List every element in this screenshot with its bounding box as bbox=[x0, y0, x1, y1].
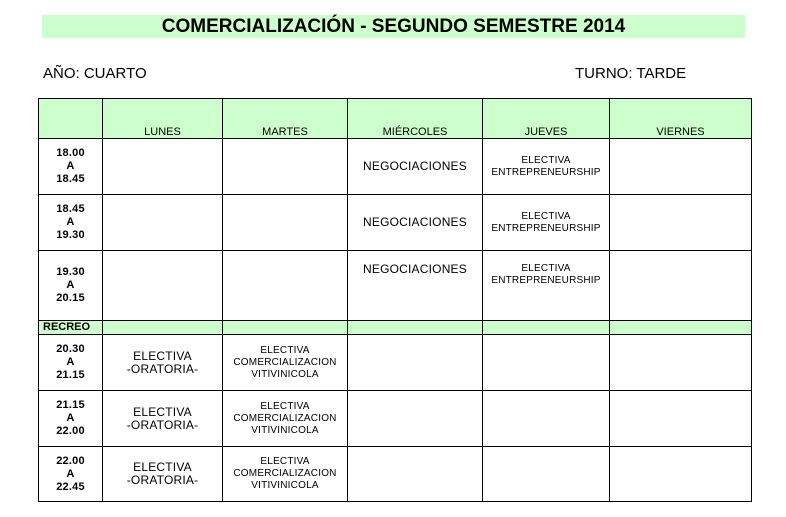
class-cell-friday bbox=[610, 195, 752, 251]
time-slot bbox=[39, 251, 103, 321]
class-cell-monday bbox=[103, 195, 223, 251]
recess-cell bbox=[483, 321, 610, 335]
blocks-after-recess bbox=[39, 335, 752, 502]
class-name: ELECTIVA COMERCIALIZACION VITIVINICOLA bbox=[233, 400, 337, 436]
time-block-row bbox=[39, 251, 752, 321]
time-block-row bbox=[39, 195, 752, 251]
class-cell-tuesday bbox=[223, 391, 348, 447]
schedule-table bbox=[38, 98, 752, 502]
class-cell-wednesday bbox=[348, 139, 483, 195]
year-label: AÑO: CUARTO bbox=[43, 65, 147, 82]
class-cell-wednesday bbox=[348, 391, 483, 447]
class-cell-tuesday bbox=[223, 447, 348, 502]
class-cell-wednesday bbox=[348, 195, 483, 251]
class-name: ELECTIVA -ORATORIA- bbox=[126, 348, 199, 376]
class-cell-wednesday bbox=[348, 335, 483, 391]
day-header-wednesday: MIÉRCOLES bbox=[348, 99, 483, 139]
class-cell-friday bbox=[610, 251, 752, 321]
day-header-thursday: JUEVES bbox=[483, 99, 610, 139]
recess-cell bbox=[610, 321, 752, 335]
day-header-friday: VIERNES bbox=[610, 99, 752, 139]
time-slot-label: 18.00 A 18.45 bbox=[56, 147, 85, 185]
class-cell-thursday bbox=[483, 335, 610, 391]
recess-cell bbox=[103, 321, 223, 335]
time-slot bbox=[39, 195, 103, 251]
class-name: ELECTIVA -ORATORIA- bbox=[126, 404, 199, 432]
time-block-row bbox=[39, 391, 752, 447]
class-cell-tuesday bbox=[223, 139, 348, 195]
shift-label: TURNO: TARDE bbox=[575, 65, 687, 82]
class-cell-friday bbox=[610, 139, 752, 195]
time-block-row bbox=[39, 335, 752, 391]
time-slot bbox=[39, 447, 103, 502]
class-name: NEGOCIACIONES bbox=[363, 159, 467, 173]
class-name: ELECTIVA ENTREPRENEURSHIP bbox=[491, 263, 601, 286]
class-name: ELECTIVA -ORATORIA- bbox=[126, 460, 199, 487]
class-name: NEGOCIACIONES bbox=[363, 215, 467, 229]
class-cell-friday bbox=[610, 391, 752, 447]
time-slot bbox=[39, 335, 103, 391]
class-cell-friday bbox=[610, 447, 752, 502]
class-cell-wednesday bbox=[348, 447, 483, 502]
class-name: NEGOCIACIONES bbox=[363, 262, 467, 276]
class-cell-friday bbox=[610, 335, 752, 391]
class-name: ELECTIVA ENTREPRENEURSHIP bbox=[491, 154, 601, 178]
time-block-row bbox=[39, 447, 752, 502]
recess-cell bbox=[348, 321, 483, 335]
day-header-tuesday: MARTES bbox=[223, 99, 348, 139]
class-name: ELECTIVA ENTREPRENEURSHIP bbox=[491, 210, 601, 234]
time-slot bbox=[39, 139, 103, 195]
class-cell-monday bbox=[103, 251, 223, 321]
class-cell-thursday bbox=[483, 447, 610, 502]
page-title: COMERCIALIZACIÓN - SEGUNDO SEMESTRE 2014 bbox=[42, 15, 745, 38]
class-cell-thursday bbox=[483, 391, 610, 447]
class-cell-monday bbox=[103, 391, 223, 447]
time-slot-label: 21.15 A 22.00 bbox=[56, 399, 85, 437]
time-slot bbox=[39, 391, 103, 447]
recess-row bbox=[39, 321, 752, 335]
time-slot-label: 19.30 A 20.15 bbox=[56, 266, 85, 304]
day-header-monday: LUNES bbox=[103, 99, 223, 139]
class-cell-monday bbox=[103, 139, 223, 195]
time-slot-label: 20.30 A 21.15 bbox=[56, 343, 85, 381]
time-slot-label: 18.45 A 19.30 bbox=[56, 203, 85, 241]
class-name: ELECTIVA COMERCIALIZACION VITIVINICOLA bbox=[233, 344, 337, 380]
corner-cell bbox=[39, 99, 103, 139]
time-block-row bbox=[39, 139, 752, 195]
class-cell-wednesday bbox=[348, 251, 483, 321]
recess-label: RECREO bbox=[39, 321, 103, 335]
class-cell-monday bbox=[103, 447, 223, 502]
header-row bbox=[39, 99, 752, 139]
class-cell-thursday bbox=[483, 251, 610, 321]
class-name: ELECTIVA COMERCIALIZACION VITIVINICOLA bbox=[233, 456, 337, 491]
class-cell-monday bbox=[103, 335, 223, 391]
class-cell-thursday bbox=[483, 139, 610, 195]
class-cell-tuesday bbox=[223, 251, 348, 321]
blocks-before-recess bbox=[39, 139, 752, 321]
class-cell-tuesday bbox=[223, 195, 348, 251]
recess-cell bbox=[223, 321, 348, 335]
time-slot-label: 22.00 A 22.45 bbox=[56, 454, 85, 493]
class-cell-tuesday bbox=[223, 335, 348, 391]
class-cell-thursday bbox=[483, 195, 610, 251]
